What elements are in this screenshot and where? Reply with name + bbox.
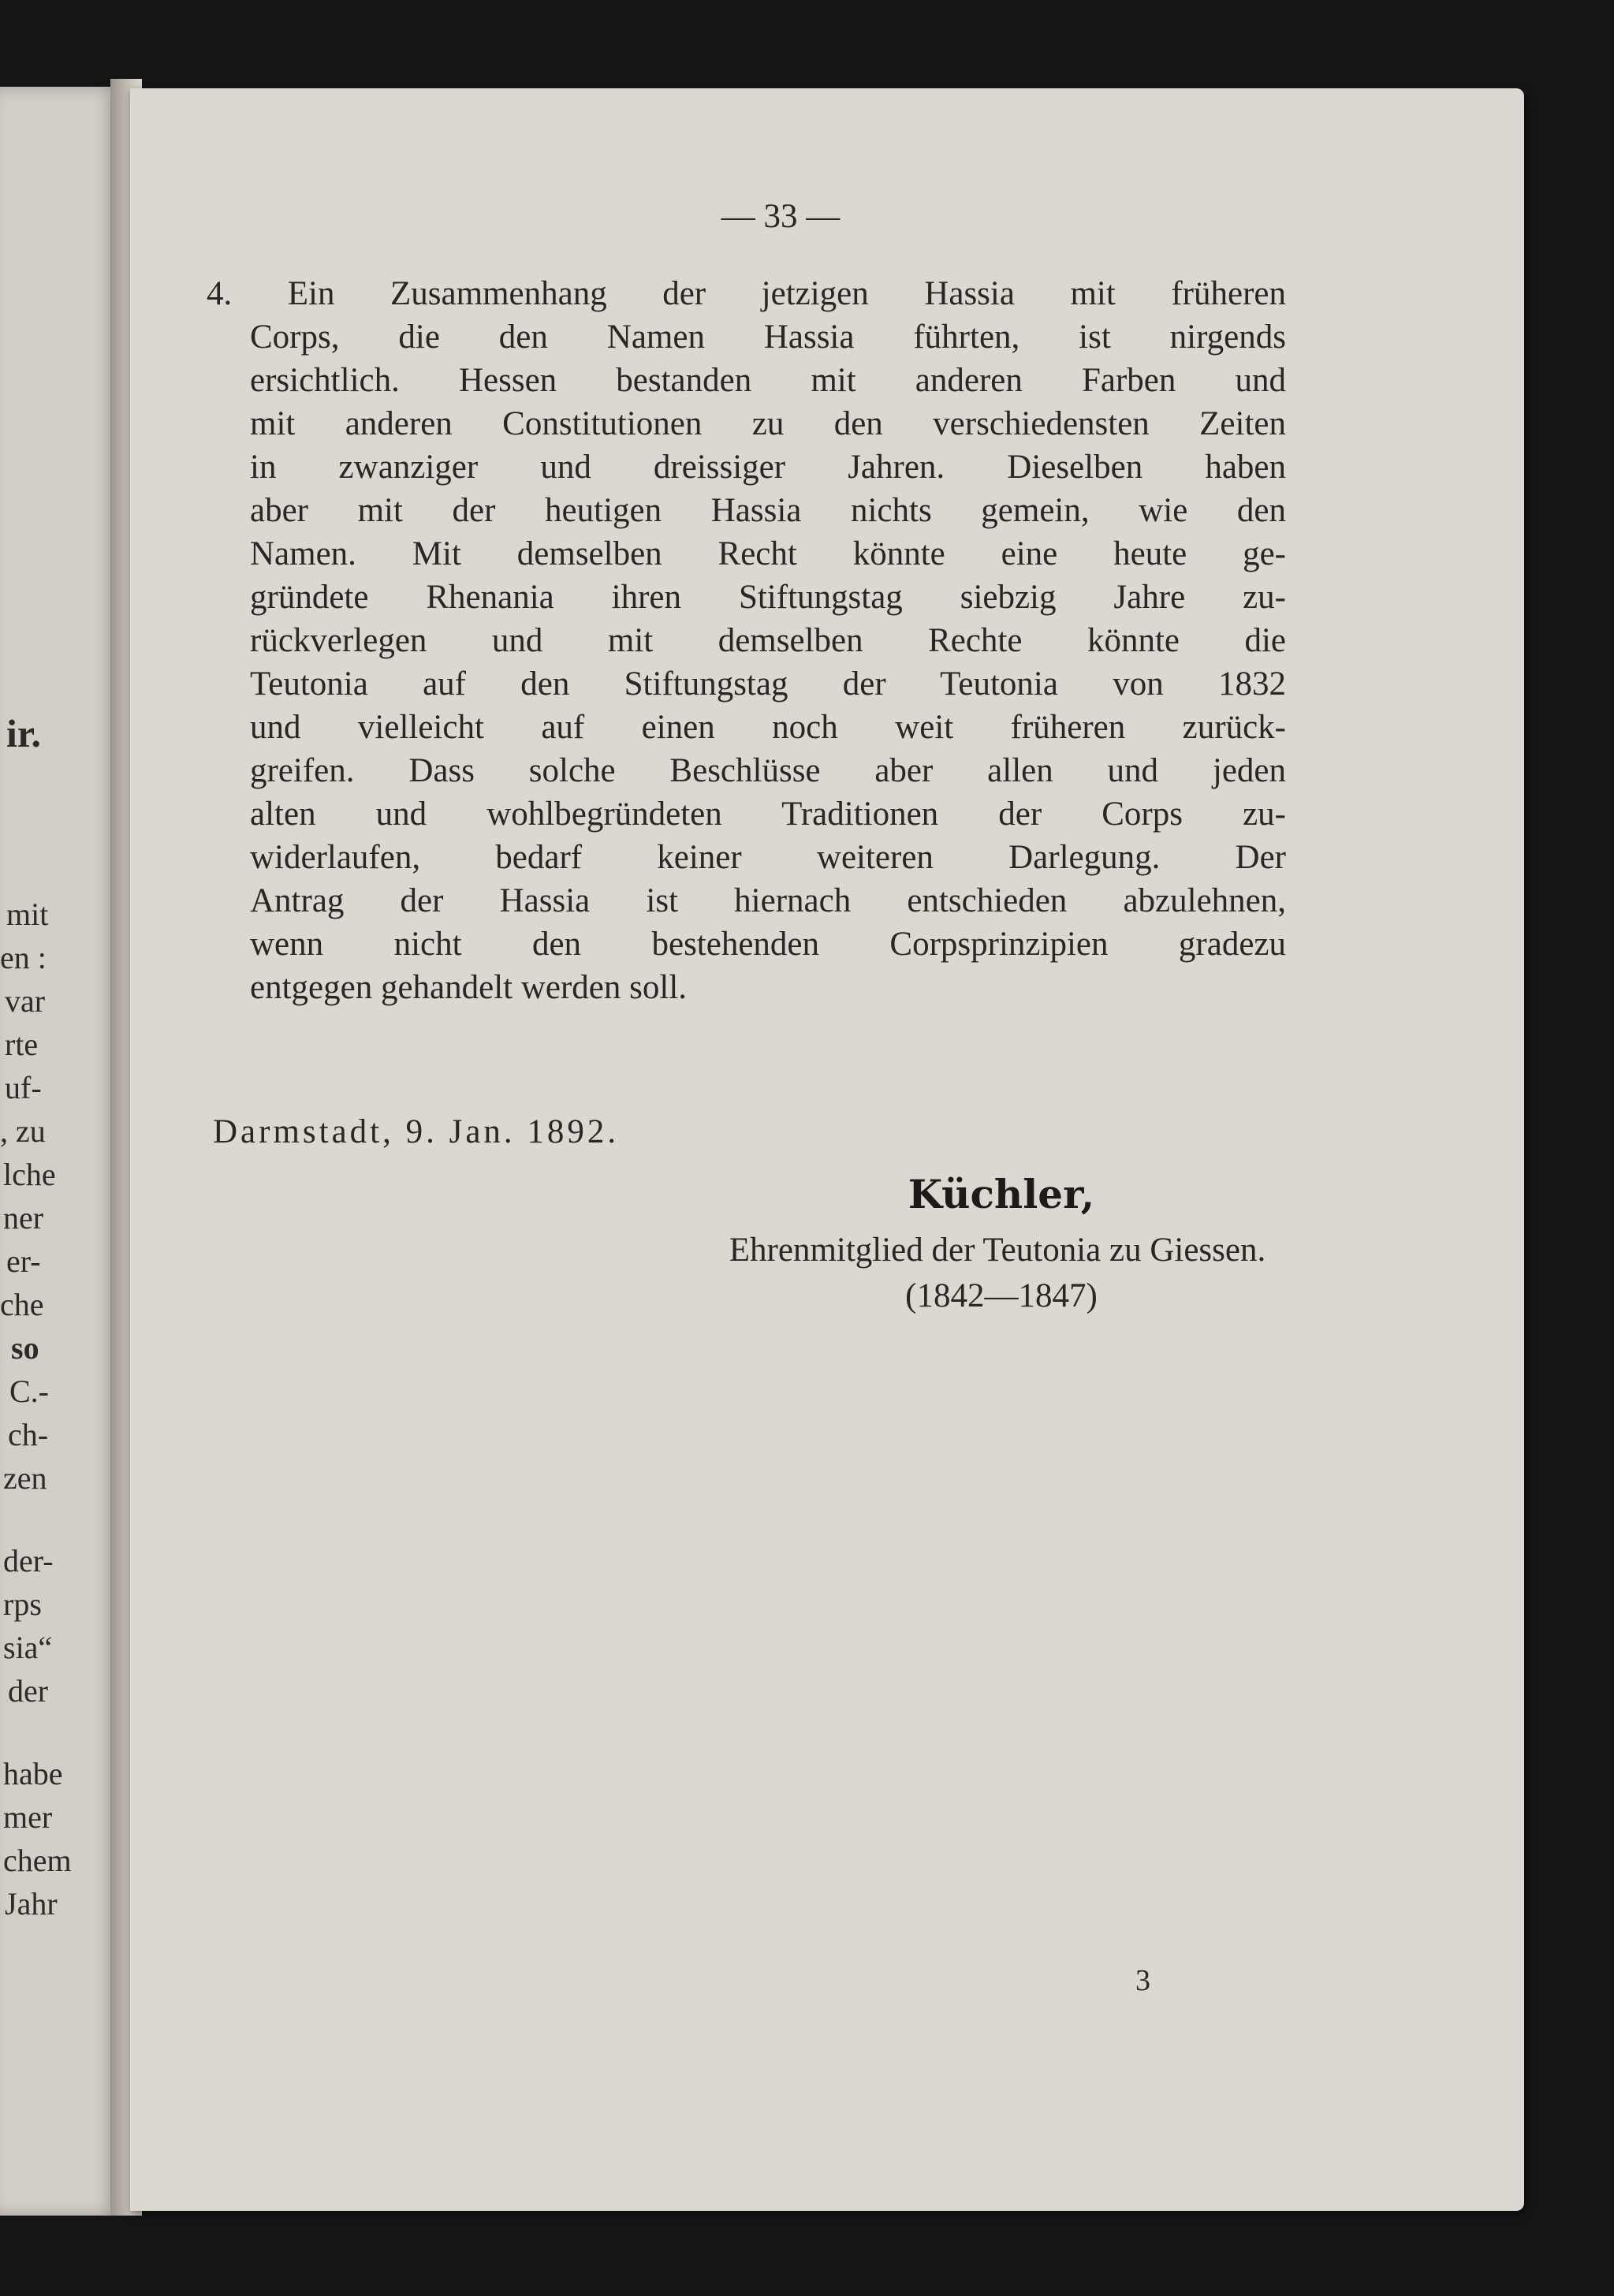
- previous-page-fragment: zen: [3, 1460, 47, 1496]
- previous-page-fragment: en :: [0, 940, 47, 975]
- paragraph-line: Namen. Mit demselben Recht könnte eine heute ge-: [250, 535, 1286, 572]
- previous-page-fragment: , zu: [0, 1113, 46, 1149]
- signature-title: Ehrenmitglied der Teutonia zu Giessen.: [729, 1232, 1266, 1269]
- previous-page-fragment: var: [5, 983, 46, 1019]
- previous-page-fragment: Jahr: [5, 1886, 58, 1921]
- place-date-line: Darmstadt, 9. Jan. 1892.: [213, 1113, 620, 1150]
- previous-page-fragment: ner: [3, 1200, 44, 1236]
- previous-page-fragment: mit: [6, 896, 49, 932]
- previous-page-fragment: sia“: [3, 1630, 53, 1665]
- paragraph-line: Antrag der Hassia ist hiernach entschieden abzulehnen,: [250, 882, 1286, 919]
- paragraph-line: alten und wohlbegründeten Traditionen der Corps zu-: [250, 796, 1286, 833]
- paragraph-line: Corps, die den Namen Hassia führten, ist nirgends: [250, 319, 1286, 356]
- signature-years: (1842—1847): [905, 1277, 1098, 1314]
- previous-page-fragment: mer: [3, 1799, 53, 1835]
- paragraph-line: gründete Rhenania ihren Stiftungstag siebzig Jahre zu-: [250, 579, 1286, 616]
- signature-name: Küchler,: [908, 1171, 1095, 1217]
- previous-page-fragment: chem: [3, 1843, 72, 1878]
- paragraph-line: Teutonia auf den Stiftungstag der Teutonia von 1832: [250, 665, 1286, 703]
- previous-page-edge: [0, 87, 118, 2216]
- paragraph-line: aber mit der heutigen Hassia nichts gemein, wie den: [250, 492, 1286, 529]
- page-number: — 33 —: [721, 198, 841, 235]
- paragraph-line: mit anderen Constitutionen zu den verschiedensten Zeiten: [250, 405, 1286, 442]
- paragraph-line: ersichtlich. Hessen bestanden mit anderen Farben und: [250, 362, 1286, 399]
- previous-page-fragment: der: [8, 1673, 49, 1709]
- paragraph-line: greifen. Dass solche Beschlüsse aber allen und jeden: [250, 752, 1286, 789]
- previous-page-fragment: uf-: [5, 1070, 42, 1105]
- previous-page-fragment: habe: [3, 1756, 63, 1791]
- paragraph-line: rückverlegen und mit demselben Rechte könnte die: [250, 622, 1286, 659]
- paragraph-line: in zwanziger und dreissiger Jahren. Dieselben haben: [250, 449, 1286, 486]
- previous-page-fragment: lche: [3, 1157, 56, 1192]
- previous-page-fragment: ch-: [8, 1417, 49, 1452]
- previous-page-fragment: so: [11, 1330, 39, 1366]
- paragraph-line: und vielleicht auf einen noch weit früheren zurück-: [250, 709, 1286, 746]
- previous-page-fragment: rps: [3, 1586, 42, 1622]
- body-paragraph: [207, 272, 1286, 1009]
- paragraph-line: wenn nicht den bestehenden Corpsprinzipien gradezu: [250, 926, 1286, 963]
- previous-page-fragment: che: [0, 1287, 44, 1322]
- signature-mark: 3: [1135, 1964, 1150, 1997]
- paragraph-line: 4. Ein Zusammenhang der jetzigen Hassia mit früheren: [207, 275, 1286, 312]
- previous-page-fragment: C.-: [9, 1374, 49, 1409]
- paragraph-line: widerlaufen, bedarf keiner weiteren Darlegung. Der: [250, 839, 1286, 876]
- previous-page-fragment: der-: [3, 1543, 54, 1578]
- previous-page-fragment: rte: [5, 1027, 39, 1062]
- paragraph-line: entgegen gehandelt werden soll.: [250, 969, 688, 1006]
- previous-page-fragment: er-: [6, 1243, 41, 1279]
- previous-page-fragment: ir.: [6, 711, 41, 755]
